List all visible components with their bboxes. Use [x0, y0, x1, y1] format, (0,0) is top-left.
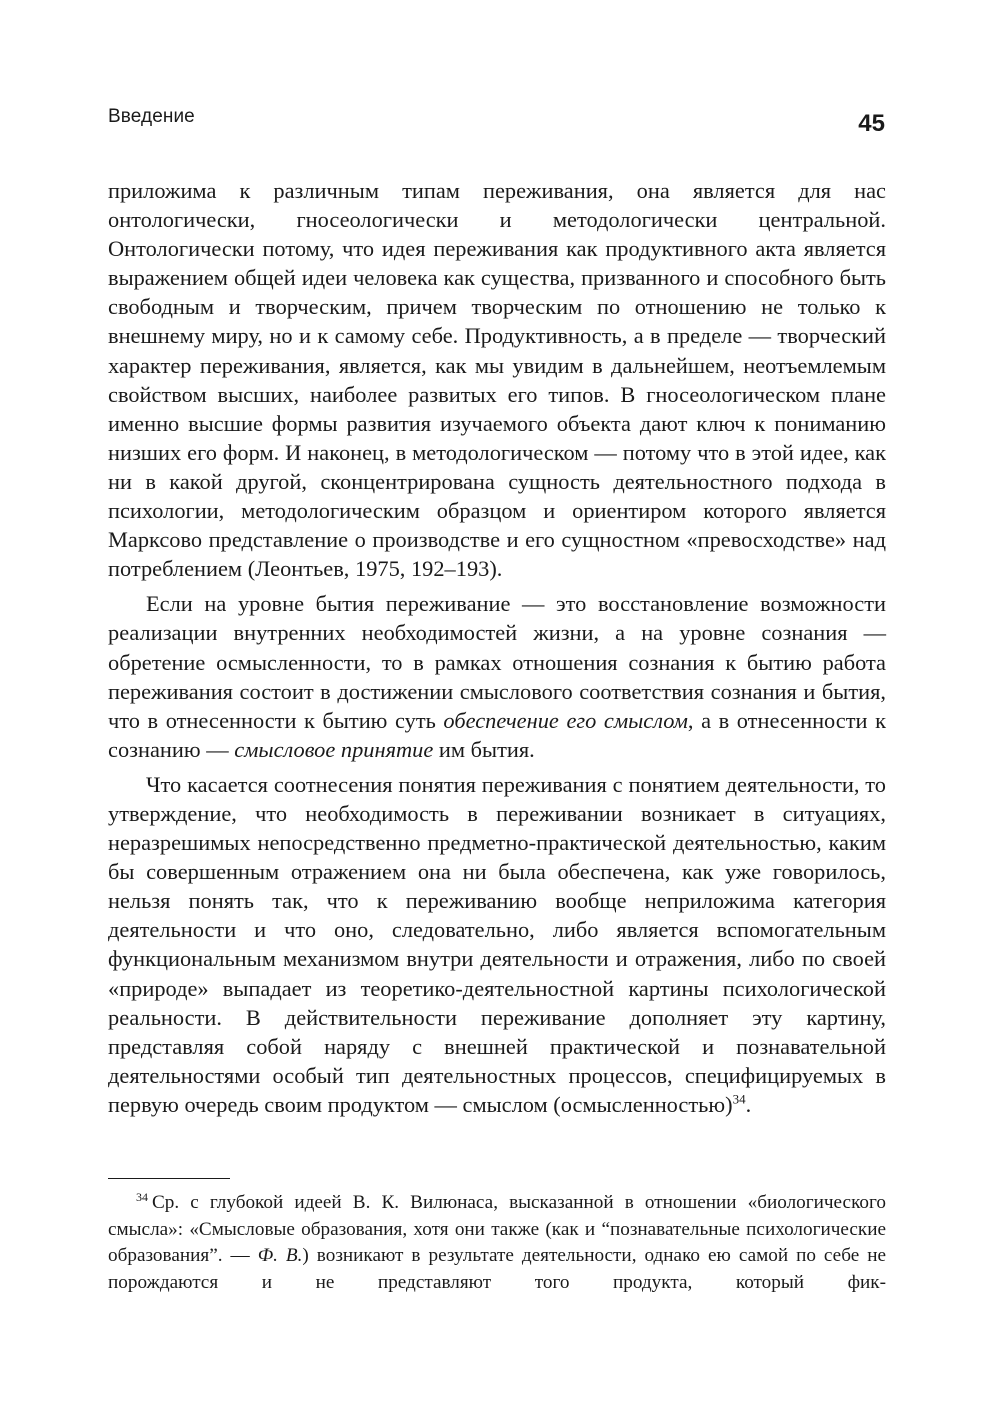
main-text	[108, 176, 886, 1119]
paragraph-2-part-b: , а в отнесенности к сознанию —	[108, 707, 886, 762]
paragraph-2-emphasis-1: обеспечение его смыслом	[443, 707, 688, 733]
footnote-marker: 34	[136, 1189, 148, 1204]
paragraph-2-part-a: Если на уровне бытия переживание — это восстановление возможности реализации внутренних необходимостей жизни, а на уровне сознания — обретение осмысленности, то в рамках отношения сознания к бытию работа переживания состоит в достижении смыслового соответствия сознания и бытия, что в отнесенности к бытию суть	[108, 591, 886, 733]
footnote-emphasis: Ф. В.	[257, 1245, 303, 1267]
footnote-reference-34[interactable]: 34	[732, 1091, 746, 1107]
page-number: 45	[858, 110, 885, 137]
paragraph-2-part-c: им бытия.	[433, 736, 535, 762]
paragraph-3-end: .	[745, 1091, 752, 1117]
footnote-text-a: Ср. с глубокой идеей В. К. Вилюнаса, высказанной в отношении «биологического смысла»: «Смысловые образования, хотя они также (как и “познавательные психологические образования”. —	[108, 1192, 886, 1267]
paragraph-2-emphasis-2: смысловое принятие	[234, 736, 434, 762]
paragraph-1: приложима к различным типам переживания, она является для нас онтологически, гносеологически и методологически центральной. Онтологически потому, что идея переживания как продуктивного акта является выражением общей идеи человека как существа, призванного и способного быть свободным и творческим, причем творческим по отношению не только к внешнему миру, но и к самому себе. Продуктивность, а в пределе — творческий характер переживания, является, как мы увидим в дальнейшем, неотъемлемым свойством высших, наиболее развитых его типов. В гносеологическом плане именно высшие формы развития изучаемого объекта дают ключ к пониманию низших его форм. И наконец, в методологическом — потому что в этой идее, как ни в какой другой, сконцентрирована сущность деятельностного подхода в психологии, методологическим образцом и ориентиром которого является Марксово представление о производстве и его сущностном «превосходстве» над потреблением (Леонтьев, 1975, 192–193).	[108, 178, 886, 582]
footnote-text-b: ) возникают в результате деятельности, однако ею самой по себе не порождаются и не представляют того продукта, который фик-	[108, 1245, 886, 1294]
paragraph-3	[108, 770, 886, 1119]
footnote-34	[108, 1190, 886, 1297]
running-head: Введение	[108, 106, 195, 127]
paragraph-3-text: Что касается соотнесения понятия переживания с понятием деятельности, то утверждение, что необходимость в переживании возникает в ситуациях, неразрешимых непосредственно предметно-практической деятельностью, каким бы совершенным отражением она ни была обеспечена, как уже говорилось, нельзя понять так, что к переживанию вообще неприложима категория деятельности и что оно, следовательно, либо является вспомогательным функциональным механизмом внутри деятельности и отражения, либо по своей «природе» выпадает из теоретико-деятельностной картины психологической реальности. В действительности переживание дополняет эту картину, представляя собой наряду с внешней практической и познавательной деятельностями особый тип деятельностных процессов, специфицируемых в первую очередь своим продуктом — смыслом (осмысленностью)	[108, 771, 886, 1117]
paragraph-2	[108, 589, 886, 764]
footnote-divider	[108, 1178, 230, 1179]
